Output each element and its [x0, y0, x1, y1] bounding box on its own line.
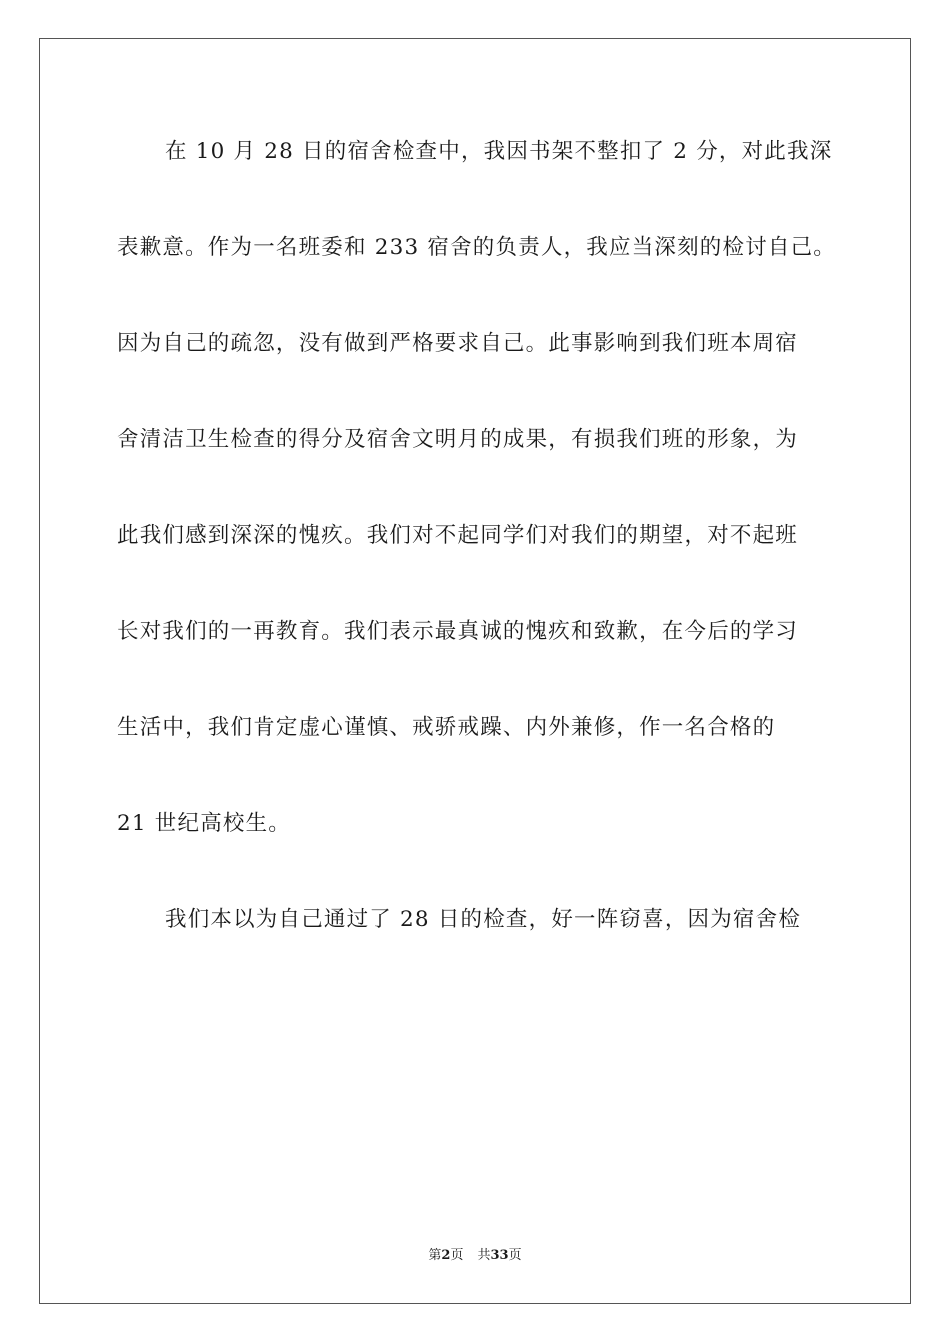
page-unit: 页: [450, 1248, 464, 1263]
paragraph-line-4: 舍清洁卫生检查的得分及宿舍文明月的成果，有损我们班的形象，为: [117, 427, 799, 452]
page-footer: [0, 1247, 950, 1265]
total-prefix: 共: [477, 1248, 491, 1263]
total-page-count: 33: [490, 1248, 509, 1263]
paragraph-line-7: 生活中，我们肯定虚心谨慎、戒骄戒躁、内外兼修，作一名合格的: [117, 715, 776, 740]
page-prefix: 第: [428, 1248, 442, 1263]
paragraph-line-1: 在 10 月 28 日的宿舍检查中，我因书架不整扣了 2 分，对此我深: [165, 139, 833, 164]
page-border: [39, 38, 911, 1304]
paragraph-line-8: 21 世纪高校生。: [117, 811, 291, 836]
current-page-number: 2: [441, 1248, 451, 1263]
paragraph-line-2: 表歉意。作为一名班委和 233 宿舍的负责人，我应当深刻的检讨自己。: [117, 235, 837, 260]
total-unit: 页: [508, 1248, 522, 1263]
paragraph-line-6: 长对我们的一再教育。我们表示最真诚的愧疚和致歉，在今后的学习: [117, 619, 799, 644]
paragraph-line-9: 我们本以为自己通过了 28 日的检查，好一阵窃喜，因为宿舍检: [165, 907, 802, 932]
paragraph-line-3: 因为自己的疏忽，没有做到严格要求自己。此事影响到我们班本周宿: [117, 331, 799, 356]
paragraph-line-5: 此我们感到深深的愧疚。我们对不起同学们对我们的期望，对不起班: [117, 523, 799, 548]
